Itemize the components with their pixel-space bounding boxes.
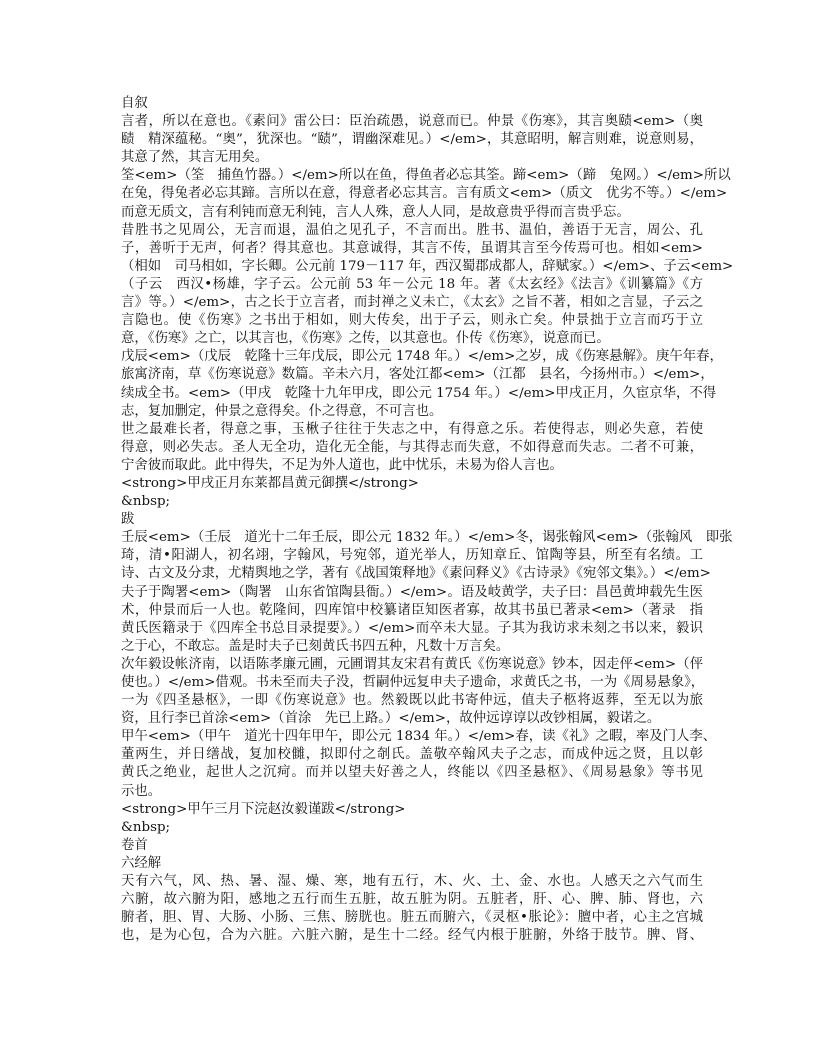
paragraph-line: （子云 西汉•杨雄，字子云。公元前 53 年－公元 18 年。著《太玄经》《法言》《训纂篇》《方 <box>121 276 703 292</box>
paragraph-line: 资，且行李已首涂<em>（首涂 先已上路。）</em>，故仲远谆谆以改钞相属，毅诺之。 <box>121 711 661 727</box>
heading <box>121 837 703 855</box>
spacer <box>121 493 703 511</box>
paragraph <box>121 113 703 167</box>
paragraph-line: 术，仲景而后一人也。乾隆间，四库馆中校纂诸臣知医者寡，故其书虽已著录<em>（著录 指 <box>121 602 703 618</box>
paragraph-line: 之于心，不敢忘。盖是时夫子已刻黄氏书四五种，凡数十万言矣。 <box>121 638 510 654</box>
document-body <box>121 95 734 945</box>
paragraph-line: 也，是为心包，合为六脏。六脏六腑，是生十二经。经气内根于脏腑，外络于肢节。脾、肾、 <box>121 928 703 944</box>
paragraph-line: 言隐也。使《伤寒》之书出于相如，则大传矣，出于子云，则永亡矣。仲景拙于立言而巧于立 <box>121 313 703 329</box>
paragraph <box>121 728 717 800</box>
heading-line: 自叙 <box>121 96 148 111</box>
paragraph <box>121 167 731 221</box>
paragraph-line: 旅寓济南，草《伤寒说意》数篇。辛未六月，客处江都<em>（江都 县名，今扬州市。）</em>， <box>121 367 714 383</box>
signature <box>121 475 703 493</box>
paragraph-line: 意，《伤寒》之亡，以其言也，《伤寒》之传，以其意也。仆传《伤寒》，说意而已。 <box>121 331 610 347</box>
paragraph-line: 夫子于陶署<em>（陶署 山东省馆陶县衙。）</em>。语及岐黄学，夫子曰：昌邑黄坤载先生医 <box>121 584 703 600</box>
paragraph-line: 宁舍彼而取此。此中得失，不足为外人道也，此中忧乐，未易为俗人言也。 <box>121 457 563 473</box>
signature-line: <strong>甲午三月下浣赵汝毅谨跋</strong> <box>121 801 406 817</box>
spacer <box>121 819 703 837</box>
paragraph <box>121 656 703 728</box>
paragraph-line: 续成全书。<em>（甲戌 乾隆十九年甲戌，即公元 1754 年。）</em>甲戌正月，久宦京华，不得 <box>121 385 717 401</box>
paragraph-line: 示也。 <box>121 783 162 799</box>
paragraph-line: 而意无质文，言有利钝而意无利钝，言人人殊，意人人同，是故意贵乎得而言贵乎忘。 <box>121 204 630 220</box>
paragraph-line: 世之最难长者，得意之事，玉楸子往往于失志之中，有得意之乐。若使得志，则必失意，若使 <box>121 421 703 437</box>
paragraph <box>121 529 733 656</box>
paragraph-line: 一为《四圣悬枢》，一即《伤寒说意》也。然毅既以此书寄仲远，值夫子柩将返葬，至无以为旅 <box>121 693 703 709</box>
paragraph-line: 壬辰<em>（壬辰 道光十二年壬辰，即公元 1832 年。）</em>冬，谒张翰风<em>（张翰风 即张 <box>121 530 733 546</box>
heading <box>121 511 703 529</box>
paragraph-line: 赜 精深蕴秘。“奥”，犹深也。“赜”，谓幽深难见。）</em>，其意昭明，解言则难，说意则易， <box>121 132 703 148</box>
paragraph-line: （相如 司马相如，字长卿。公元前 179－117 年，西汉蜀郡成都人，辞赋家。）</em>、子云<em> <box>121 258 734 274</box>
paragraph <box>121 873 703 945</box>
paragraph-line: 昔胜书之见周公，无言而退，温伯之见孔子，不言而出。胜书、温伯，善语于无言，周公、孔 <box>121 222 703 238</box>
heading <box>121 855 703 873</box>
paragraph-line: 筌<em>（筌 捕鱼竹器。）</em>所以在鱼，得鱼者必忘其筌。蹄<em>（蹄 兔网。）</em>所以 <box>121 168 731 184</box>
paragraph-line: 腑者，胆、胃、大肠、小肠、三焦、膀胱也。脏五而腑六，《灵枢•胀论》：膻中者，心主之宫城 <box>121 910 703 926</box>
heading-line: 跋 <box>121 512 135 528</box>
paragraph-line: 黄氏之绝业，起世人之沉疴。而并以望夫好善之人，终能以《四圣悬枢》、《周易悬象》等书见 <box>121 765 703 781</box>
paragraph-line: 诗、古文及分隶，尤精舆地之学，著有《战国策释地》《素问释义》《古诗录》《宛邻文集》。）</em> <box>121 566 711 582</box>
paragraph <box>121 348 723 420</box>
paragraph-line: 使也。）</em>借观。书未至而夫子没，哲嗣仲远复申夫子遗命，求黄氏之书，一为《周易悬象》， <box>121 675 705 690</box>
paragraph-line: 在兔，得兔者必忘其蹄。言所以在意，得意者必忘其言。言有质文<em>（质文 优劣不等。）</em> <box>121 186 728 202</box>
paragraph <box>121 421 703 475</box>
paragraph-line: 戊辰<em>（戊辰 乾隆十三年戊辰，即公元 1748 年。）</em>之岁，成《伤寒悬解》。庚午年春， <box>121 349 723 365</box>
paragraph-line: 言者，所以在意也。《素问》雷公曰：臣治疏愚，说意而已。仲景《伤寒》，其言奥赜<em>（奥 <box>121 114 703 130</box>
heading <box>121 95 703 113</box>
paragraph-line: 黄氏医籍录于《四库全书总目录提要》。）</em>而卒未大显。子其为我访求未刻之书以来，毅识 <box>121 620 703 636</box>
spacer-line: &nbsp; <box>121 819 171 835</box>
paragraph-line: 子，善听于无声，何者？得其意也。其意诚得，其言不传，虽谓其言至今传焉可也。相如<em> <box>121 240 703 256</box>
paragraph-line: 琦，清•阳湖人，初名翊，字翰风，号宛邻，道光举人，历知章丘、馆陶等县，所至有名绩。工 <box>121 548 703 564</box>
paragraph <box>121 222 734 349</box>
signature <box>121 801 703 819</box>
spacer-line: &nbsp; <box>121 494 171 510</box>
paragraph-line: 次年毅设帐济南，以语陈孝廉元圃，元圃谓其友宋君有黄氏《伤寒说意》钞本，因走伻<em>（伻 <box>121 656 703 672</box>
paragraph-line: 志，复加删定，仲景之意得矣。仆之得意，不可言也。 <box>121 403 443 419</box>
paragraph-line: 天有六气，风、热、暑、湿、燥、寒，地有五行，木、火、土、金、水也。人感天之六气而生 <box>121 874 703 890</box>
paragraph-line: 言》等。）</em>，古之长于立言者，而封禅之义未亡，《太玄》之旨不著，相如之言显，子云之 <box>121 295 703 311</box>
heading-line: 卷首 <box>121 837 148 853</box>
paragraph-line: 其意了然，其言无用矣。 <box>121 150 269 166</box>
signature-line: <strong>甲戌正月东莱都昌黄元御撰</strong> <box>121 475 419 491</box>
paragraph-line: 董两生，并日缮战，复加校雠，拟即付之剞氏。盖敬卒翰风夫子之志，而成仲远之贤，且以彰 <box>121 747 703 763</box>
paragraph-line: 得意，则必失志。圣人无全功，造化无全能，与其得志而失意，不如得意而失志。二者不可兼， <box>121 439 703 455</box>
paragraph-line: 甲午<em>（甲午 道光十四年甲午，即公元 1834 年。）</em>春，读《礼》之暇，率及门人李、 <box>121 729 717 745</box>
paragraph-line: 六腑，故六腑为阳，感地之五行而生五脏，故五脏为阴。五脏者，肝、心、脾、肺、肾也，六 <box>121 892 703 908</box>
heading-line: 六经解 <box>121 855 162 871</box>
